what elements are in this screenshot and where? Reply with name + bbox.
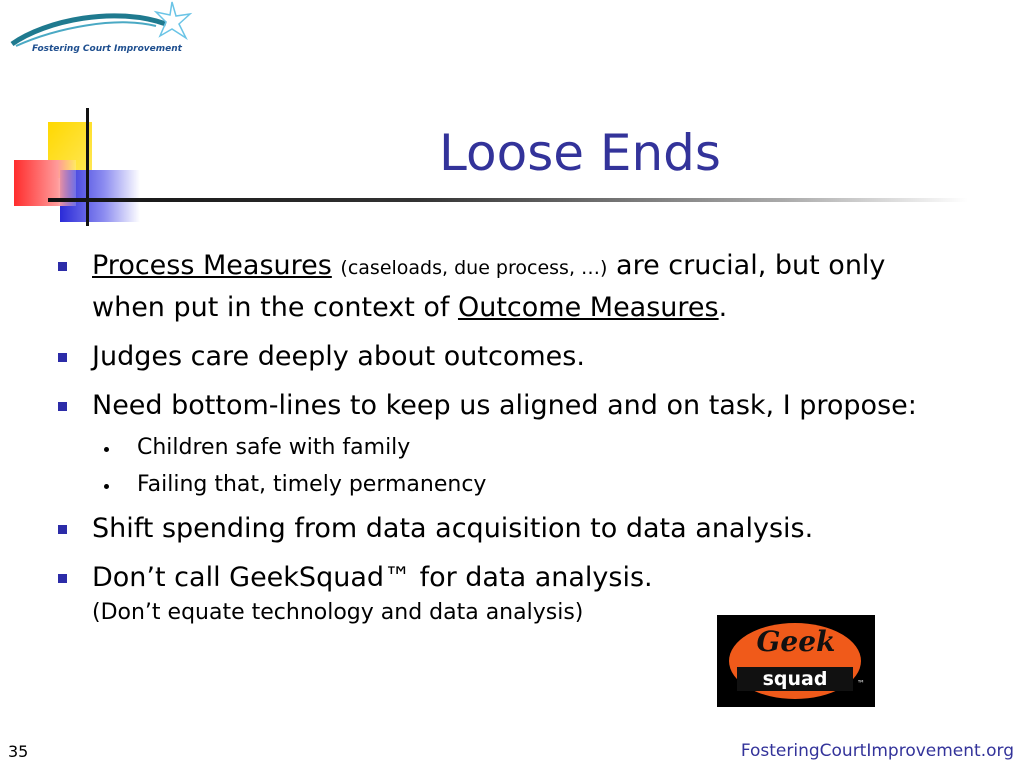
bullet-judges (58, 337, 938, 377)
sub-bullet-children-safe (58, 433, 938, 463)
bullet-text: Shift spending from data acquisition to data analysis. (92, 513, 814, 544)
geek-logo-bottom: squad (737, 667, 853, 691)
sub-bullet-permanency (58, 470, 938, 500)
process-measures-link: Process Measures (92, 250, 332, 281)
title-underline-rule (48, 198, 968, 202)
fostering-court-logo (6, 0, 196, 62)
bullet-text: Don’t call GeekSquad™ for data analysis. (92, 562, 653, 593)
bullet-process-measures (58, 246, 938, 328)
footer-url: FosteringCourtImprovement.org (740, 741, 1014, 761)
sub-bullet-text: Children safe with family (137, 435, 411, 460)
logo-text: Fostering Court Improvement (32, 44, 182, 54)
bullet-text: are crucial, but only when put in the context of (92, 250, 886, 323)
bullet-subline: (Don’t equate technology and data analysis) (92, 600, 584, 625)
bullet-shift-spending (58, 509, 938, 549)
bullet-bottom-lines (58, 386, 938, 426)
bullet-text: Need bottom-lines to keep us aligned and on task, I propose: (92, 390, 917, 421)
bullet-square-icon (58, 525, 67, 534)
sub-bullet-text: Failing that, timely permanency (137, 472, 487, 497)
bullet-text: Judges care deeply about outcomes. (92, 341, 585, 372)
geek-squad-logo (717, 615, 875, 707)
slide-title: Loose Ends (439, 124, 721, 182)
geek-logo-tm: ™ (857, 679, 865, 688)
title-decoration (10, 108, 150, 228)
bullet-square-icon (58, 353, 67, 362)
bullet-square-icon (58, 574, 67, 583)
bullet-dot-icon (104, 447, 109, 452)
bullet-dot-icon (104, 484, 109, 489)
bullet-list (58, 246, 938, 637)
outcome-measures-link: Outcome Measures (457, 292, 719, 323)
vertical-rule (86, 108, 89, 226)
bullet-square-icon (58, 402, 67, 411)
geek-logo-top: Geek (756, 625, 836, 658)
bullet-square-icon (58, 262, 67, 271)
bullet-aside: (caseloads, due process, …) (340, 257, 608, 279)
page-number: 35 (8, 742, 29, 761)
bullet-period: . (718, 292, 728, 323)
